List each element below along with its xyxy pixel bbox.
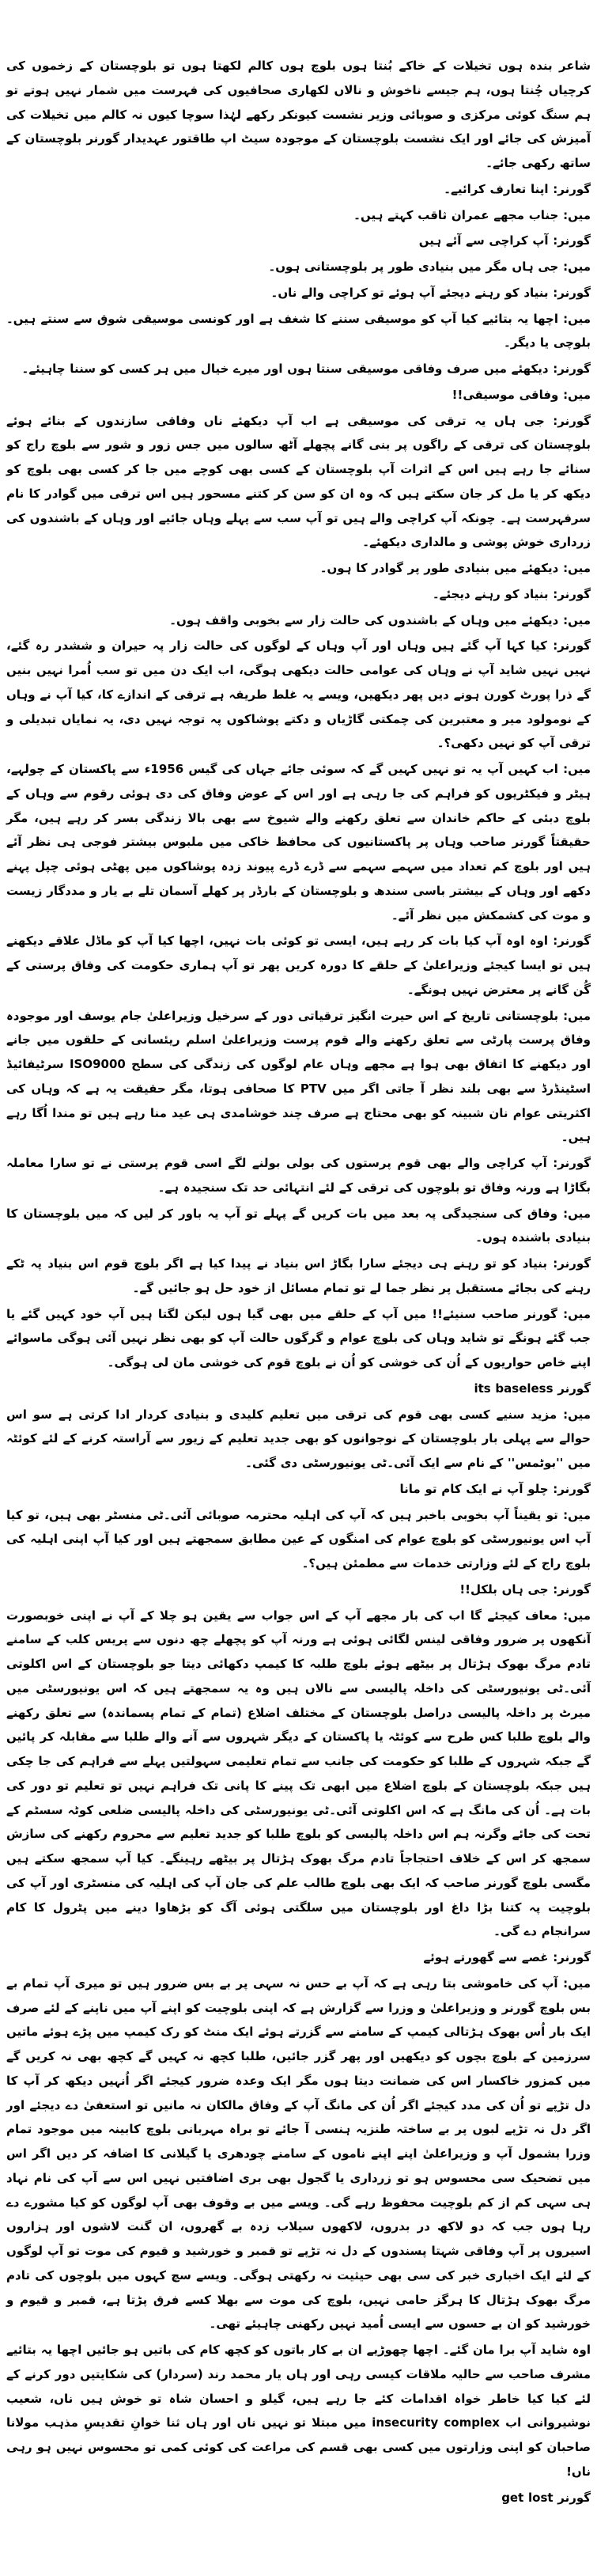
dialogue-line: گورنر get lost — [501, 2490, 591, 2505]
dialogue-line: میں: اچھا یہ بتائیے کیا آپ کو موسیقی سننے کا شغف ہے اور کونسی موسیقی شوق سے سنتے ہیں۔ بلوچی یا دیگر۔ — [6, 311, 591, 350]
dialogue-line: گورنر: اپنا تعارف کرائیے۔ — [444, 181, 591, 196]
dialogue-line: گورنر: جی ہاں بلکل!! — [459, 1582, 591, 1597]
article-text — [6, 54, 591, 2510]
dialogue-line: اوہ شاید آپ برا مان گئے۔ اچھا چھوڑیے ان بے کار باتوں کو کچھ کام کی باتیں ہو جائیں اچھا یہ بتائیے مشرف صاحب سے حالیہ ملاقات کیسی رہی اور ہاں یار محمد رند (سردار) کی شکایتیں دور کرنے کے لئے کیا کیا خاطر خواہ اقدامات کئے جا رہے ہیں، گیلو و احسان شاہ تو خوش ہیں ناں، شعیب نوشیروانی اب insecurity complex میں مبتلا تو نہیں ناں اور ہاں ثنا خوانِ تقدیسِ مذہب مولانا صاحبان کو اپنی وزارتوں میں کسی بھی قسم کی مراعت کی کوئی کمی تو محسوس نہیں ہو رہی ناں! — [6, 2343, 591, 2479]
dialogue-line: گورنر its baseless — [474, 1381, 591, 1396]
dialogue-line: میں: جی ہاں مگر میں بنیادی طور پر بلوچستانی ہوں۔ — [268, 259, 591, 274]
dialogue-line: میں: جناب مجھے عمران ثاقب کہتے ہیں۔ — [353, 207, 591, 222]
dialogue-line: میں: وفاقی موسیقی!! — [452, 387, 591, 402]
dialogue-line: گورنر: آپ کراچی سے آئے ہیں — [418, 233, 591, 248]
dialogue-line: میں: بلوچستانی تاریخ کے اس حیرت انگیز ترقیاتی دور کے سرخیل وزیراعلیٰ جام یوسف اور موجودہ وفاق پرست پارٹی سے تعلق رکھنے والے قوم پرست وزیراعلیٰ اسلم ریئسانی کے حلقوں میں جانے اور دیکھنے کا اتفاق بھی ہوا ہے مجھے وہاں عام لوگوں کی زندگی کی سطح ISO9000 سرٹیفائیڈ اسٹینڈرڈ سے بھی بلند نظر آ جاتی اگر میں PTV کا صحافی ہوتا، مگر حقیقت یہ ہے کہ وہاں کی اکثریتی عوام نان شبینہ کو بھی محتاج ہے صرف چند خوشامدی ہی عید منا رہے ہیں تو مندا اُگا رہے ہیں۔ — [6, 1008, 591, 1145]
dialogue-line: میں: گورنر صاحب سنیئے!! میں آپ کے حلقے میں بھی گیا ہوں لیکن لگتا ہیں آپ خود کہیں گئے یا جب گئے ہونگے تو شاید وہاں کی بلوچ عوام و گرگوں حالت آپ کو بھی نظر نہیں آئی ہوگی ماسوائے اپنے خاص حواریوں کے اُن کی خوشی کو اُن نے بلوچ قوم کی خوشی مان لی ہوگی۔ — [6, 1306, 591, 1369]
dialogue-line: میں: دیکھئے میں بنیادی طور پر گوادر کا ہوں۔ — [319, 561, 591, 575]
dialogue-line: گورنر: بنیاد کو رہنے دیجئے آپ ہوئے تو کراچی والے ناں۔ — [270, 285, 591, 300]
dialogue-line: میں: دیکھئے میں وہاں کے باشندوں کی حالت زار سے بخوبی واقف ہوں۔ — [169, 612, 591, 627]
dialogue-line: میں: معاف کیجئے گا اب کی بار مجھے آپ کے اس جواب سے یقین ہو چلا کے آپ نے اپنی خوبصورت آنکھوں پر ضرور وفاقی لینس لگائی ہوئی ہے ورنہ آپ کو پچھلے چھ دنوں سے پریس کلب کے سامنے تادم مرگ بھوک ہڑتال پر بیٹھے ہوئے بلوچ طلبہ کا کیمپ دکھائی دیتا جو بلوچستان کے اس اکلوتی آئی۔ٹی یونیورسٹی کی داخلہ پالیسی سے نالاں ہیں وہ یہ سمجھتے ہیں کہ اس یونیورسٹی میں میرٹ پر داخلہ پالیسی دراصل بلوچستان کے مختلف اضلاع (تمام کے تمام پسماندہ) سے تعلق رکھنے والے بلوچ طلبا کس طرح سے کوئٹہ یا پاکستان کے دیگر شہروں سے آنے والے طلبا سے مقابلہ کر پائیں گے جبکہ شہروں کے طلبا کو حکومت کی جانب سے تمام تعلیمی سہولتیں پہلے سے فراہم کی جا چکی ہیں جبکہ بلوچستان کے بلوچ اضلاع میں ابھی تک پینے کا پانی تک فراہم نہیں تو تعلیم تو دور کی بات ہے۔ اُن کی مانگ ہے کہ اس اکلوتی آئی۔ٹی یونیورسٹی کی داخلہ پالیسی ضلعی کوٹہ سسٹم کے تحت کی جائے وگرنہ ہم اس داخلہ پالیسی کو بلوچ طلبا کو جدید تعلیم سے محروم رکھنے کی سازش سمجھ کر اس کے خلاف احتجاجاً تادم مرگ بھوک ہڑتال پر بیٹھے رہینگے۔ کیا آپ سمجھ سکتے ہیں مگسی بلوچ گورنر صاحب کہ ایک بھی بلوچ طالب علم کی جان آپ کی اہلیہ کی منسٹری اور آپ کی بلوچیت پہ کتنا بڑا داغ اور بلوچستان میں سلگتی ہوئی آگ کو بڑھاوا دینے میں پٹرول کا کام سرانجام دے گی۔ — [6, 1608, 591, 1939]
dialogue-line: میں: مزید سنیے کسی بھی قوم کی ترقی میں تعلیم کلیدی و بنیادی کردار ادا کرتی ہے سو اس حوالے سے پہلی بار بلوچستان کے نوجوانوں کو بھی جدید تعلیم کے زیور سے آراستہ کرنے کے لئے کوئٹہ میں ''بوٹمس'' کے نام سے ایک آئی۔ٹی یونیورسٹی دی گئی۔ — [6, 1407, 591, 1470]
dialogue-line: گورنر: بنیاد کو رہنے دیجئے۔ — [432, 586, 591, 601]
dialogue-line: گورنر: آپ کراچی والے بھی قوم پرستوں کی بولی بولنے لگے اسی قوم پرستی نے تو سارا معاملہ بگاڑا ہے ورنہ وفاق تو بلوچوں کی ترقی کے لئے انتہائی حد تک سنجیدہ ہے۔ — [6, 1156, 591, 1195]
dialogue-line: گورنر: بنیاد کو تو رہنے ہی دیجئے سارا بگاڑ اس بنیاد نے پیدا کیا ہے اگر بلوچ قوم اس بنیاد پہ ٹکے رہنے کی بجائے مستقبل پر نظر جما لے تو تمام مسائل از خود حل ہو جائیں گے۔ — [6, 1256, 591, 1295]
dialogue-line: گورنر: جی ہاں یہ ترقی کی موسیقی ہے اب آپ دیکھئے ناں وفاقی سازندوں کے بنائے ہوئے بلوچستان کی ترقی کے راگوں پر بنی گانے پچھلے آٹھ سالوں میں جس زور و شور سے بلوچ راج کو سنائے جا رہے ہیں اس کے اثرات آپ بلوچستان کے کسی بھی کوچے میں جا کر کسی بھی بلوچ کو دیکھ کر یا مل کر جان سکتے ہیں کہ وہ ان کو سن کر کتنے مسحور ہیں اس ترقی میں گوادر کا نام سرفہرست ہے۔ چونکہ آپ کراچی والے ہیں تو آپ سب سے پہلے وہاں جائیے اور وہاں کے باشندوں کی زرداری خوش پوشی و مالداری دیکھئے۔ — [6, 413, 591, 550]
dialogue-line: میں: وفاق کی سنجیدگی پہ بعد میں بات کریں گے پہلے تو آپ یہ باور کر لیں کہ میں بلوچستان کا بنیادی باشندہ ہوں۔ — [6, 1206, 591, 1245]
dialogue-line: گورنر: کیا کہا آپ گئے ہیں وہاں اور آپ وہاں کے لوگوں کی حالت زار پہ حیران و ششدر رہ گئے، نہیں نہیں شاید آپ نے وہاں کی عوامی حالت دیکھی ہوگی، اب ایک دن میں تو سب اُمرا نہیں بنیں گے ذرا پورٹ کورن ہونے دیں پھر دیکھیں، ویسے یہ غلط طریقہ ہے ترقی کے اندازے کا، کیا آپ نے وہاں کے نومولود میر و معتبرین کی چمکتی گاڑیاں و دکتے پوشاکوں پہ توجہ نہیں دی، یہ نمایاں تبدیلی و ترقی آپ کو نہیں دکھی؟۔ — [6, 638, 591, 751]
dialogue-line: گورنر: دیکھئے میں صرف وفاقی موسیقی سنتا ہوں اور میرے خیال میں ہر کسی کو سننا چاہیئے۔ — [21, 362, 591, 376]
dialogue-line: گورنر: غصے سے گھورتے ہوئے — [423, 1950, 591, 1964]
dialogue-line: گورنر: چلو آپ نے ایک کام تو مانا — [399, 1481, 591, 1496]
dialogue-line: میں: اب کہیں آپ یہ تو نہیں کہیں گے کہ سوئی جائے جہاں کی گیس 1956ء سے پاکستان کے چولہے، ہیٹر و فیکٹریوں کو فراہم کی جا رہی ہے اور اس کے عوض وفاق کی دی ہوئی رقوم سے وہاں کے بلوچ دبئی کے حاکم خاندان سے تعلق رکھنے والے شیوخ سے بھی بالا زندگی بسر کر رہے ہیں، مگر حقیقتاً گورنر صاحب وہاں پر پاکستانیوں کی محافظ خاکی میں ملبوس بیشتر فوجی ہی نظر آئے ہیں اور بلوچ کم تعداد میں سہمے سہمے سے ڈرے ڈرے پیوند زدہ پوشاکوں میں پھٹی ہوئی چپل پہنے دکھے اور وہاں کے بیشتر باسی سندھ و بلوچستان کے بارڈر پر کھلے آسمان تلے بے یار و مددگار زیست و موت کی کشمکش میں نظر آئے۔ — [6, 762, 591, 922]
dialogue-line: شاعر بندہ ہوں تخیلات کے خاکے بُنتا ہوں بلوچ ہوں کالم لکھتا ہوں تو بلوچستان کے زخموں کی کرچیاں چُنتا ہوں، ہم جیسے ناخوش و نالاں لکھاری صحافیوں کی فہرست میں شمار نہیں ہوتے تو ہم سنگ کوئی مرکزی و صوبائی وزیر نشست کیونکر رکھے لہٰذا سوچا کیوں نہ کالم میں تخیلات کی آمیزش کی جائے اور ایک نشست بلوچستان کے موجودہ سیٹ اپ طاقتور عہدیدار گورنر بلوچستان کے ساتھ رکھی جائے۔ — [6, 59, 591, 170]
dialogue-line: میں: تو یقیناً آپ بخوبی باخبر ہیں کہ آپ کی اہلیہ محترمہ صوبائی آئی۔ٹی منسٹر بھی ہیں، تو کیا آپ اس یونیورسٹی کو بلوچ عوام کی امنگوں کے عین مطابق سمجھتے ہیں اور کیا آپ اپنی اہلیہ کی بلوچ راج کے لئے وزارتی خدمات سے مطمئن ہیں؟۔ — [6, 1507, 591, 1570]
dialogue-line: میں: آپ کی خاموشی بتا رہی ہے کہ آپ بے حس نہ سہی پر بے بس ضرور ہیں تو میری آپ تمام بے بس بلوچ گورنر و وزیراعلیٰ و وزرا سے گزارش ہے کہ اپنی بلوچیت کو اپنے آپ میں ناپنے کے لئے صرف ایک بار اُس بھوک ہڑتالی کیمپ کے سامنے سے گزرتے ہوئے ایک منٹ کو رک کیمپ میں پڑے ہوئے ماتیں سرزمین کے بلوچ بچوں کو دیکھیں اور پھر گزر جائیں، طلبا کچھ نہ کہیں گے کچھ بھی نہ کریں گے میں کمزور خاکسار اس کی ضمانت دیتا ہوں مگر ایک وعدہ ضرور کیجئے اگر اُنہیں دیکھ کر آپ کا دل تڑپے تو اُن کی مدد کیجئے اگر اُن کی مانگ آپ کے وفاق مالکان نہ مانیں تو استعفیٰ دے دیجئے اور اگر دل نہ تڑپے لبوں پر بے ساختہ طنزیہ ہنسی آ جائے تو براہ مہربانی بلوچ کابینہ میں موجود تمام وزرا بشمول آپ و وزیراعلیٰ اپنے اپنے ناموں کے سامنے چودھری یا گیلانی کا اضافہ کر دیں اگر اس میں تضحیک سی محسوس ہو تو زرداری یا گجول بھی بری اضافتیں نہیں اس سے آپ کی نام نہاد ہی سہی کم از کم بلوچیت محفوظ رہے گی۔ ویسے میں بے وقوف بھی آپ لوگوں کو کیا مشورے دے رہا ہوں جب کہ دو لاکھ در بدروں، لاکھوں سیلاب زدہ بے گھروں، ان گنت لاشوں اور ہزاروں اسیروں پر آپ وفاقی شہتا پسندوں کے دل نہ تڑپے تو قمبر و خورشید و قیوم کی موت تو آپ لوگوں کے لئے ایک اخباری خبر کی سی بھی حیثیت نہ رکھتی ہوگی۔ ویسے سچ کہوں میں بلوچوں کی تادم مرگ بھوک ہڑتال کا ہرگز حامی نہیں، بلوچ کی موت سے بھلا کسے فرق پڑتا ہے، قمبر و قیوم و خورشید کو ان بے حسوں سے ایسی اُمید نہیں رکھنی چاہیئے تھی۔ — [6, 1976, 591, 2332]
dialogue-line: گورنر: اوہ اوہ آپ کیا بات کر رہے ہیں، ایسی تو کوئی بات نہیں، اچھا کیا آپ کو ماڈل علاقے دیکھنے ہیں تو ایسا کیجئے وزیراعلیٰ کے حلقے کا دورہ کریں پھر تو آپ ہماری حکومت کی وفاق پرستی کے گُن گانے پر معترض نہیں ہونگے۔ — [6, 934, 591, 997]
